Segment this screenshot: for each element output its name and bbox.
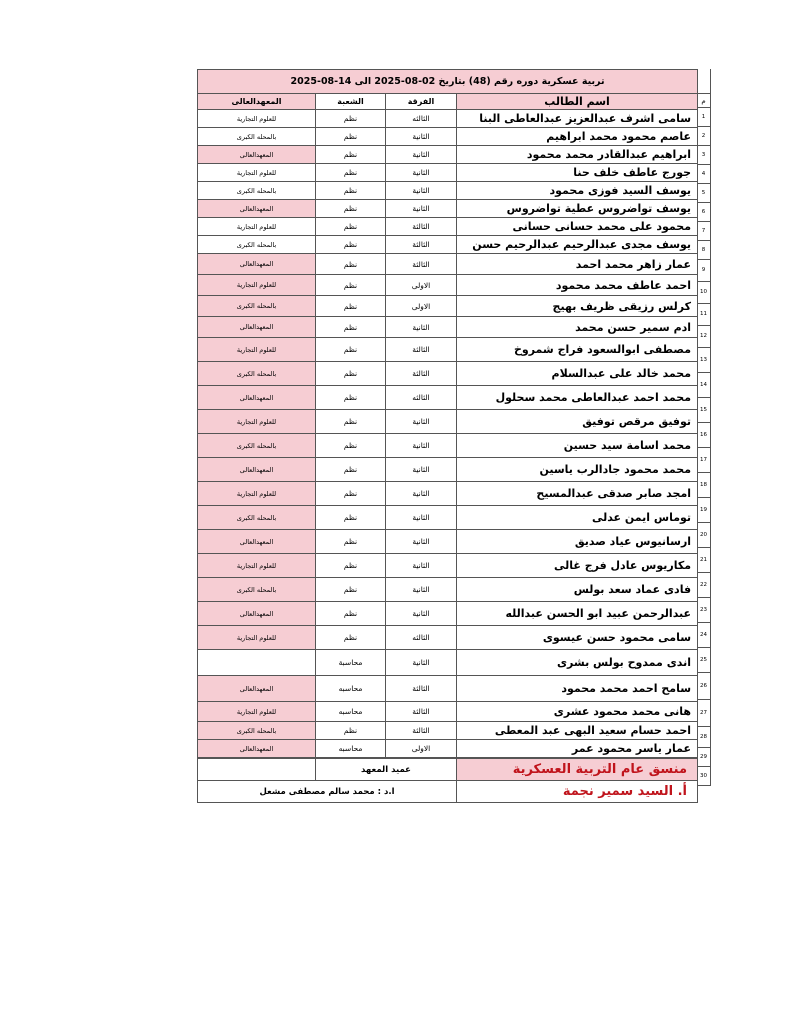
row-number: 8 [697, 241, 711, 260]
institute-cell: بالمحله الكبرى [198, 434, 316, 458]
table-row [198, 110, 698, 128]
institute-cell: للعلوم التجارية [198, 218, 316, 236]
row-number: 18 [697, 473, 711, 498]
institute-cell: للعلوم التجارية [198, 702, 316, 722]
row-number: 21 [697, 548, 711, 573]
division-cell: نظم [316, 626, 386, 650]
row-number: 13 [697, 348, 711, 373]
header-row [198, 94, 698, 110]
division-cell: نظم [316, 200, 386, 218]
row-number: 6 [697, 203, 711, 222]
header-number: م [697, 93, 711, 108]
number-cells [697, 108, 711, 786]
row-number: 4 [697, 165, 711, 184]
row-number: 11 [697, 304, 711, 326]
table-row [198, 164, 698, 182]
year-cell: الثانية [386, 554, 457, 578]
student-name-cell: سامى محمود حسن عيسوى [457, 626, 698, 650]
year-cell: الثالثه [386, 386, 457, 410]
year-cell: الثانية [386, 317, 457, 338]
row-number: 20 [697, 523, 711, 548]
student-name-cell: امجد صابر صدقى عبدالمسيح [457, 482, 698, 506]
table-row [198, 236, 698, 254]
institute-cell: المعهدالعالى [198, 740, 316, 758]
institute-cell: للعلوم التجارية [198, 554, 316, 578]
year-cell: الثالثه [386, 110, 457, 128]
division-cell: نظم [316, 296, 386, 317]
table-row [198, 676, 698, 702]
year-cell: الثانية [386, 458, 457, 482]
student-name-cell: فادى عماد سعد بولس [457, 578, 698, 602]
student-name-cell: مصطفى ابوالسعود فراج شمروخ [457, 338, 698, 362]
table-row [198, 317, 698, 338]
header-student-name: اسم الطالب [457, 94, 698, 110]
institute-cell: بالمحله الكبرى [198, 296, 316, 317]
year-cell: الثانية [386, 164, 457, 182]
row-number: 15 [697, 398, 711, 423]
row-number: 22 [697, 573, 711, 598]
student-name-cell: ابراهيم عبدالقادر محمد محمود [457, 146, 698, 164]
student-name-cell: يوسف تواضروس عطية تواضروس [457, 200, 698, 218]
division-cell: نظم [316, 386, 386, 410]
year-cell: الثانية [386, 482, 457, 506]
institute-cell: بالمحله الكبرى [198, 722, 316, 740]
institute-cell: المعهدالعالى [198, 254, 316, 275]
header-institute: المعهدالعالى [198, 94, 316, 110]
year-cell: الثانية [386, 506, 457, 530]
division-cell: نظم [316, 578, 386, 602]
institute-cell: المعهدالعالى [198, 317, 316, 338]
division-cell: نظم [316, 218, 386, 236]
division-cell: محاسبه [316, 740, 386, 758]
student-name-cell: عمار ياسر محمود عمر [457, 740, 698, 758]
year-cell: الثالثة [386, 254, 457, 275]
institute-cell: بالمحله الكبرى [198, 236, 316, 254]
row-number: 30 [697, 767, 711, 786]
division-cell: نظم [316, 317, 386, 338]
institute-cell: بالمحله الكبرى [198, 362, 316, 386]
row-number: 3 [697, 146, 711, 165]
coordinator-name: أ. السيد سمير نجمة [457, 781, 698, 803]
table-row [198, 554, 698, 578]
student-name-cell: محمد خالد على عبدالسلام [457, 362, 698, 386]
institute-cell: المعهدالعالى [198, 200, 316, 218]
institute-cell: بالمحله الكبرى [198, 182, 316, 200]
year-cell: الثانية [386, 602, 457, 626]
student-name-cell: ارسانيوس عياد صديق [457, 530, 698, 554]
division-cell: نظم [316, 434, 386, 458]
year-cell: الثانية [386, 434, 457, 458]
table-row [198, 578, 698, 602]
institute-cell [198, 650, 316, 676]
signature-titles-row [198, 759, 698, 781]
institute-cell: للعلوم التجارية [198, 410, 316, 434]
division-cell: نظم [316, 128, 386, 146]
table-row [198, 602, 698, 626]
table-row [198, 458, 698, 482]
year-cell: الثانية [386, 182, 457, 200]
year-cell: الثالثه [386, 626, 457, 650]
row-number: 14 [697, 373, 711, 398]
table-row [198, 722, 698, 740]
row-number: 7 [697, 222, 711, 241]
table-row [198, 200, 698, 218]
table-row [198, 362, 698, 386]
student-name-cell: هانى محمد محمود عشرى [457, 702, 698, 722]
year-cell: الثانية [386, 200, 457, 218]
table-row [198, 530, 698, 554]
year-cell: الثانية [386, 578, 457, 602]
table-row [198, 410, 698, 434]
number-title-spacer [697, 69, 711, 93]
row-number: 23 [697, 598, 711, 623]
table-row [198, 338, 698, 362]
institute-cell: المعهدالعالى [198, 458, 316, 482]
division-cell: نظم [316, 275, 386, 296]
division-cell: نظم [316, 236, 386, 254]
row-number: 17 [697, 448, 711, 473]
student-name-cell: اندى ممدوح بولس بشرى [457, 650, 698, 676]
student-name-cell: ادم سمير حسن محمد [457, 317, 698, 338]
division-cell: نظم [316, 602, 386, 626]
student-name-cell: عبدالرحمن عبيد ابو الحسن عبدالله [457, 602, 698, 626]
student-name-cell: يوسف مجدى عبدالرحيم عبدالرحيم حسن [457, 236, 698, 254]
row-number: 19 [697, 498, 711, 523]
year-cell: الثالثة [386, 702, 457, 722]
table-row [198, 702, 698, 722]
division-cell: نظم [316, 254, 386, 275]
year-cell: الثالثة [386, 236, 457, 254]
student-name-cell: محمد محمود جادالرب ياسين [457, 458, 698, 482]
row-number: 2 [697, 127, 711, 146]
table-row [198, 218, 698, 236]
institute-cell: للعلوم التجارية [198, 110, 316, 128]
institute-cell: بالمحله الكبرى [198, 578, 316, 602]
year-cell: الاولى [386, 296, 457, 317]
division-cell: نظم [316, 554, 386, 578]
division-cell: نظم [316, 362, 386, 386]
table-row [198, 386, 698, 410]
year-cell: الثالثة [386, 338, 457, 362]
division-cell: نظم [316, 338, 386, 362]
student-name-cell: احمد عاطف محمد محمود [457, 275, 698, 296]
year-cell: الثالثة [386, 218, 457, 236]
year-cell: الثالثة [386, 722, 457, 740]
year-cell: الثانية [386, 146, 457, 164]
row-number: 10 [697, 282, 711, 304]
division-cell: نظم [316, 722, 386, 740]
signature-names-row [198, 781, 698, 803]
year-cell: الثانية [386, 530, 457, 554]
institute-cell: بالمحله الكبرى [198, 506, 316, 530]
division-cell: نظم [316, 164, 386, 182]
table-row [198, 482, 698, 506]
institute-cell: المعهدالعالى [198, 602, 316, 626]
student-name-cell: محمد احمد عبدالعاطى محمد سحلول [457, 386, 698, 410]
student-name-cell: سامى اشرف عبدالعزيز عبدالعاطى البنا [457, 110, 698, 128]
student-name-cell: توماس ايمن عدلى [457, 506, 698, 530]
roster-sheet [197, 69, 697, 803]
year-cell: الاولى [386, 275, 457, 296]
signature-table [197, 758, 698, 803]
institute-cell: للعلوم التجارية [198, 275, 316, 296]
table-row [198, 296, 698, 317]
table-row [198, 626, 698, 650]
table-row [198, 182, 698, 200]
year-cell: الثالثة [386, 676, 457, 702]
table-row [198, 254, 698, 275]
row-number: 16 [697, 423, 711, 448]
dean-title: عميد المعهد [316, 759, 457, 781]
row-number: 28 [697, 727, 711, 748]
student-name-cell: احمد حسام سعيد البهى عبد المعطى [457, 722, 698, 740]
table-row [198, 506, 698, 530]
division-cell: نظم [316, 110, 386, 128]
signature-blank-cell [198, 759, 316, 781]
roster-table [197, 69, 698, 758]
row-number: 25 [697, 648, 711, 673]
student-name-cell: محمود على محمد حسانى حسانى [457, 218, 698, 236]
table-row [198, 650, 698, 676]
row-number: 1 [697, 108, 711, 127]
division-cell: نظم [316, 482, 386, 506]
institute-cell: المعهدالعالى [198, 676, 316, 702]
institute-cell: بالمحله الكبرى [198, 128, 316, 146]
row-number: 26 [697, 673, 711, 700]
division-cell: نظم [316, 146, 386, 164]
institute-cell: للعلوم التجارية [198, 338, 316, 362]
row-number: 12 [697, 326, 711, 348]
division-cell: محاسبه [316, 676, 386, 702]
division-cell: نظم [316, 410, 386, 434]
number-column [697, 69, 711, 786]
year-cell: الثانية [386, 650, 457, 676]
table-row [198, 740, 698, 758]
institute-cell: للعلوم التجارية [198, 482, 316, 506]
division-cell: نظم [316, 506, 386, 530]
document-title: تربية عسكرية دوره رقم (48) بتاريخ 02-08-2025 الى 14-08-2025 [198, 70, 698, 94]
year-cell: الثالثة [386, 362, 457, 386]
year-cell: الثانية [386, 410, 457, 434]
division-cell: محاسبه [316, 702, 386, 722]
row-number: 9 [697, 260, 711, 282]
institute-cell: المعهدالعالى [198, 146, 316, 164]
division-cell: نظم [316, 182, 386, 200]
student-name-cell: مكاريوس عادل فرج غالى [457, 554, 698, 578]
division-cell: نظم [316, 530, 386, 554]
student-name-cell: محمد اسامة سيد حسين [457, 434, 698, 458]
header-division: الشعبة [316, 94, 386, 110]
institute-cell: للعلوم التجارية [198, 626, 316, 650]
division-cell: محاسبة [316, 650, 386, 676]
student-name-cell: جورج عاطف خلف حنا [457, 164, 698, 182]
row-number: 29 [697, 748, 711, 767]
division-cell: نظم [316, 458, 386, 482]
table-row [198, 128, 698, 146]
institute-cell: المعهدالعالى [198, 530, 316, 554]
student-name-cell: عاصم محمود محمد ابراهيم [457, 128, 698, 146]
header-year: الفرقة [386, 94, 457, 110]
student-name-cell: توفيق مرقص توفيق [457, 410, 698, 434]
student-name-cell: سامح احمد محمد محمود [457, 676, 698, 702]
table-row [198, 275, 698, 296]
institute-cell: للعلوم التجارية [198, 164, 316, 182]
coordinator-title: منسق عام التربية العسكرية [457, 759, 698, 781]
student-name-cell: كرلس رزيقى ظريف بهيج [457, 296, 698, 317]
row-number: 24 [697, 623, 711, 648]
row-number: 27 [697, 700, 711, 727]
row-number: 5 [697, 184, 711, 203]
year-cell: الثانية [386, 128, 457, 146]
year-cell: الاولى [386, 740, 457, 758]
table-row [198, 146, 698, 164]
institute-cell: المعهدالعالى [198, 386, 316, 410]
student-name-cell: يوسف السيد فوزى محمود [457, 182, 698, 200]
table-row [198, 434, 698, 458]
dean-name: ا.د : محمد سالم مصطفى مشعل [198, 781, 457, 803]
student-name-cell: عمار زاهر محمد احمد [457, 254, 698, 275]
title-row [198, 70, 698, 94]
